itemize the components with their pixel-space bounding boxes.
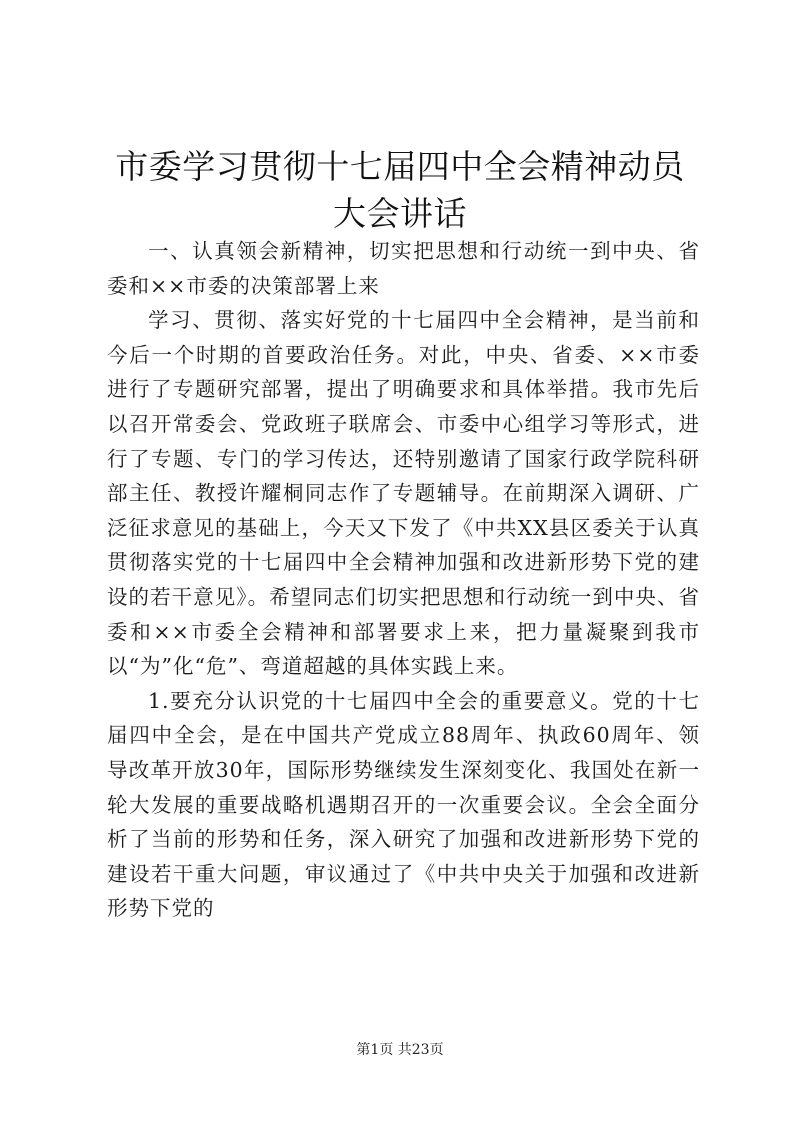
paragraph-section-heading: 一、认真领会新精神，切实把思想和行动统一到中央、省委和××市委的决策部署上来 (107, 239, 700, 298)
page-number-footer: 第1页 共23页 (356, 1042, 444, 1058)
paragraph-point-one: 1.要充分认识党的十七届四中全会的重要意义。党的十七届四中全会，是在中国共产党成立88周年、执政60周年、领导改革开放30年，国际形势继续发生深刻变化、我国处在新一轮大发展的重要战略机遇期召开的一次重要会议。全会全面分析了当前的形势和任务，深入研究了加强和改进新形势下党的建设若干重大问题，审议通过了《中共中央关于加强和改进新形势下党的 (107, 688, 700, 921)
document-title: 市委学习贯彻十七届四中全会精神动员大会讲话 (115, 147, 685, 233)
document-body (107, 234, 700, 926)
paragraph-intro: 学习、贯彻、落实好党的十七届四中全会精神，是当前和今后一个时期的首要政治任务。对此，中央、省委、××市委进行了专题研究部署，提出了明确要求和具体举措。我市先后以召开常委会、党政班子联席会、市委中心组学习等形式，进行了专题、专门的学习传达，还特别邀请了国家行政学院科研部主任、教授许耀桐同志作了专题辅导。在前期深入调研、广泛征求意见的基础上，今天又下发了《中共XX县区委关于认真贯彻落实党的十七届四中全会精神加强和改进新形势下党的建设的若干意见》。希望同志们切实把思想和行动统一到中央、省委和××市委全会精神和部署要求上来，把力量凝聚到我市以“为”化“危”、弯道超越的具体实践上来。 (107, 308, 700, 679)
